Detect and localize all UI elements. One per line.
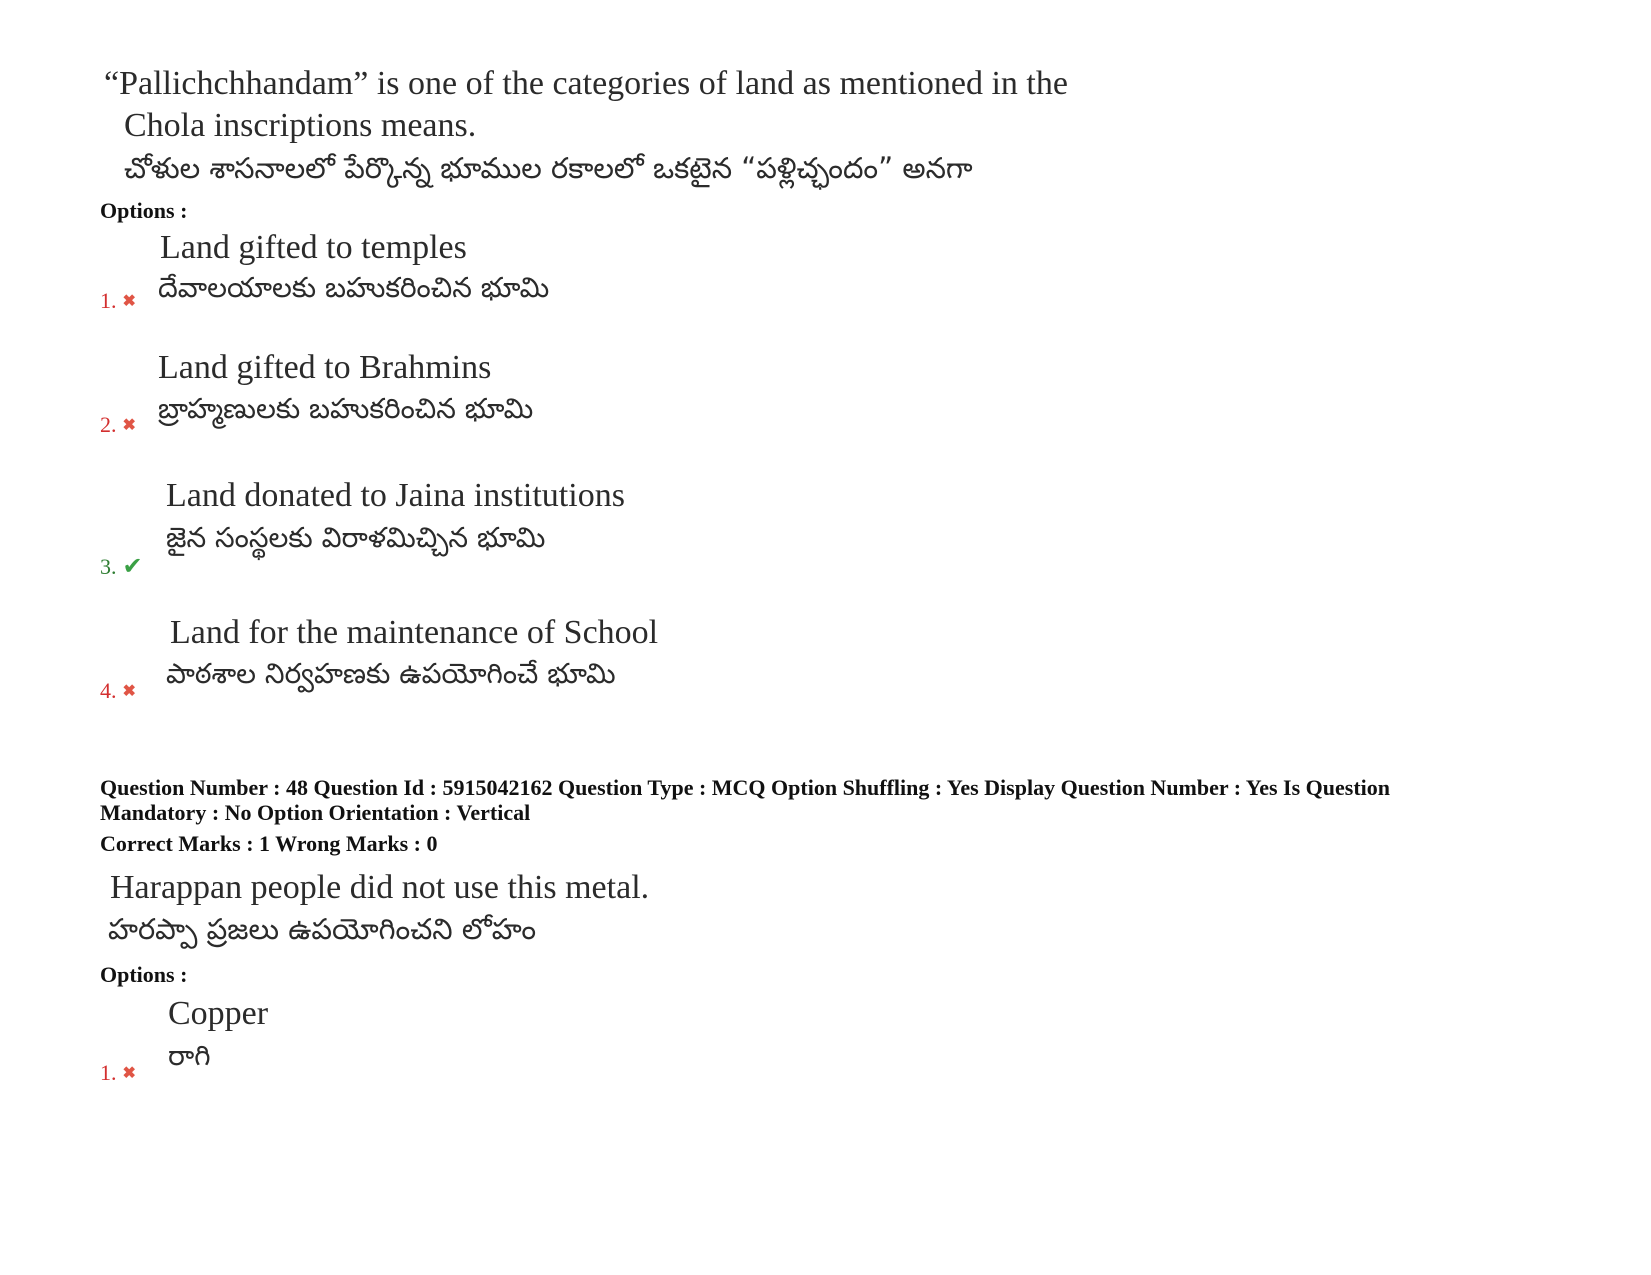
option-3-marker <box>100 552 143 581</box>
question-text-en-line2: Chola inscriptions means. <box>124 107 477 144</box>
option-2-marker <box>100 412 136 438</box>
option-1-text-te: దేవాలయాలకు బహుకరించిన భూమి <box>158 271 550 304</box>
question-meta-line2: Mandatory : No Option Orientation : Vertical <box>100 800 531 825</box>
q2-option-1-text-te: రాగి <box>168 1039 211 1072</box>
option-2-text-te: బ్రాహ్మణులకు బహుకరించిన భూమి <box>158 392 534 425</box>
cross-icon: ✖ <box>122 417 136 434</box>
options-label: Options : <box>100 198 188 223</box>
cross-icon: ✖ <box>122 683 136 700</box>
option-4-text-en: Land for the maintenance of School <box>170 614 659 651</box>
option-number: 2. <box>100 412 117 437</box>
option-4-marker <box>100 678 136 704</box>
option-3-text-en: Land donated to Jaina institutions <box>166 477 625 514</box>
question-2-text-en: Harappan people did not use this metal. <box>110 869 650 906</box>
option-1-text-en: Land gifted to temples <box>160 229 467 266</box>
option-number: 1. <box>100 288 117 313</box>
question-text-en-line1: “Pallichchhandam” is one of the categories of land as mentioned in the <box>104 65 1068 102</box>
question-2-text-te: హరప్పా ప్రజలు ఉపయోగించని లోహం <box>108 912 537 946</box>
question-marks: Correct Marks : 1 Wrong Marks : 0 <box>100 831 438 856</box>
question-text-te: చోళుల శాసనాలలో పేర్కొన్న భూముల రకాలలో ఒకటైన “పళ్లిచ్ఛందం” అనగా <box>124 151 973 185</box>
option-number: 3. <box>100 554 117 579</box>
cross-icon: ✖ <box>122 1065 136 1082</box>
option-4-text-te: పాఠశాల నిర్వహణకు ఉపయోగించే భూమి <box>166 657 616 690</box>
q2-option-1-marker <box>100 1060 136 1086</box>
cross-icon: ✖ <box>122 293 136 310</box>
option-1-marker <box>100 288 136 314</box>
option-number: 4. <box>100 678 117 703</box>
check-icon: ✔ <box>122 554 143 580</box>
q2-option-1-text-en: Copper <box>168 995 269 1032</box>
question-meta-line1: Question Number : 48 Question Id : 5915042162 Question Type : MCQ Option Shuffling : Yes Display Question Number : Yes Is Question <box>100 775 1390 800</box>
option-number: 1. <box>100 1060 117 1085</box>
option-2-text-en: Land gifted to Brahmins <box>158 349 492 386</box>
option-3-text-te: జైన సంస్థలకు విరాళమిచ్చిన భూమి <box>166 521 546 554</box>
options-label: Options : <box>100 962 188 987</box>
